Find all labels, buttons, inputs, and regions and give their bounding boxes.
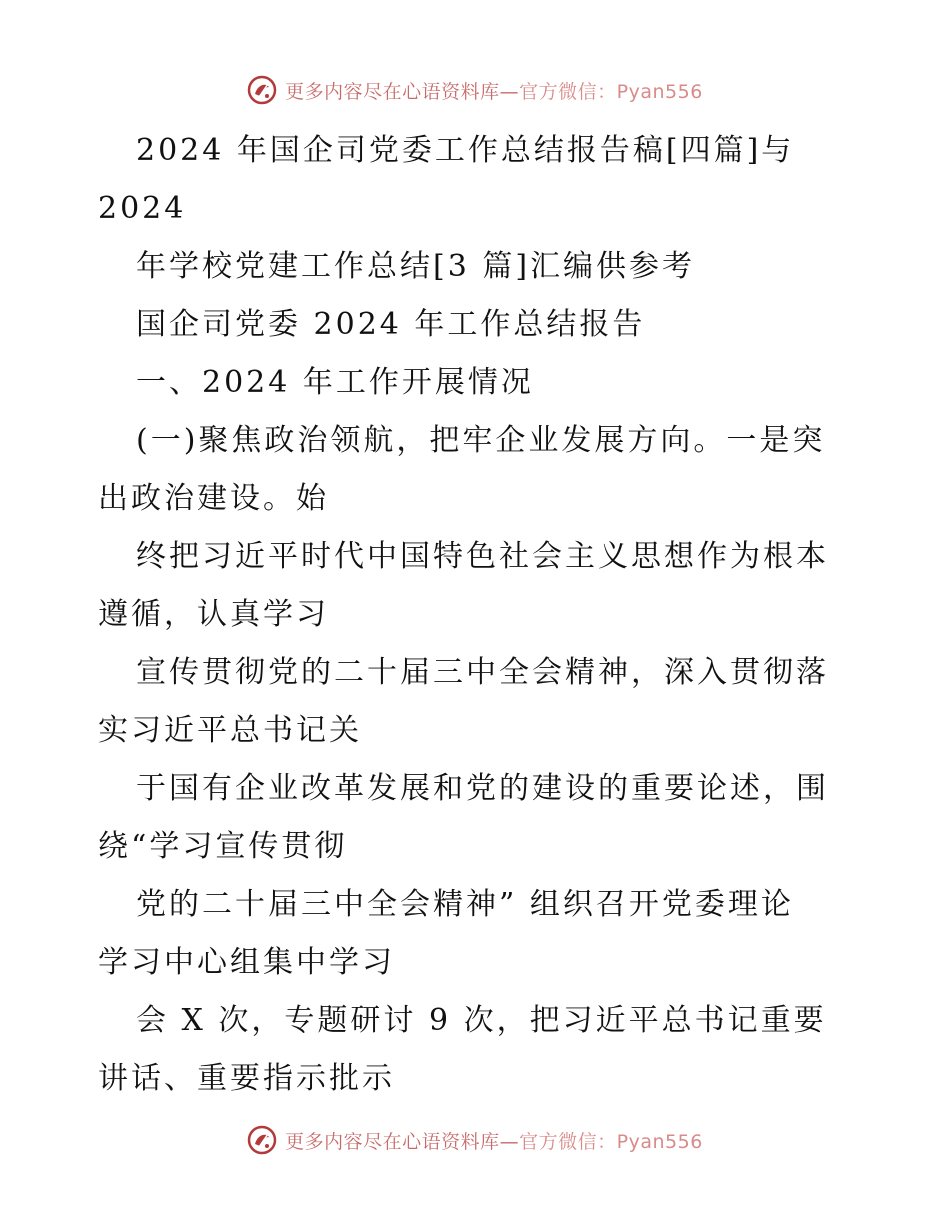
paragraph-line: 宣传贯彻党的二十届三中全会精神，深入贯彻落 <box>136 655 829 690</box>
footer-wechat-text: 官方微信：Pyan556 <box>519 1130 703 1153</box>
paragraph-line: 绕“学习宣传贯彻 <box>98 829 348 864</box>
paragraph-line: 2024 年国企司党委工作总结报告稿[四篇]与 <box>136 133 795 168</box>
paragraph-line: 学习中心组集中学习 <box>98 945 395 980</box>
footer-brand-text: 更多内容尽在心语资料库—官方微信：Pyan556 <box>285 1130 703 1153</box>
paragraph-line: 年学校党建工作总结[3 篇]汇编供参考 <box>136 249 696 284</box>
paragraph-line: 会 X 次，专题研讨 9 次，把习近平总书记重要 <box>136 1003 827 1038</box>
seal-logo-icon <box>247 1125 277 1155</box>
paragraph-line: 党的二十届三中全会精神” 组织召开党委理论 <box>136 887 794 922</box>
footer-banner <box>0 1120 950 1160</box>
paragraph-line: 遵循，认真学习 <box>98 597 329 632</box>
paragraph-line: 讲话、重要指示批示 <box>98 1061 395 1096</box>
header-wechat-text: 官方微信：Pyan556 <box>519 80 703 103</box>
header-banner <box>0 70 950 110</box>
paragraph-line: 实习近平总书记关 <box>98 713 362 748</box>
paragraph-line: (一)聚焦政治领航，把牢企业发展方向。一是突 <box>136 423 826 458</box>
paragraph-line: 2024 <box>98 191 187 226</box>
paragraph-line: 终把习近平时代中国特色社会主义思想作为根本 <box>136 539 829 574</box>
header-brand-text: 更多内容尽在心语资料库—官方微信：Pyan556 <box>285 80 703 103</box>
paragraph-line: 于国有企业改革发展和党的建设的重要论述，围 <box>136 771 829 806</box>
paragraph-line: 出政治建设。始 <box>98 481 329 516</box>
paragraph-line: 国企司党委 2024 年工作总结报告 <box>136 307 646 342</box>
paragraph-line: 一、2024 年工作开展情况 <box>136 365 534 400</box>
seal-logo-icon <box>247 75 277 105</box>
document-body <box>98 122 858 1108</box>
